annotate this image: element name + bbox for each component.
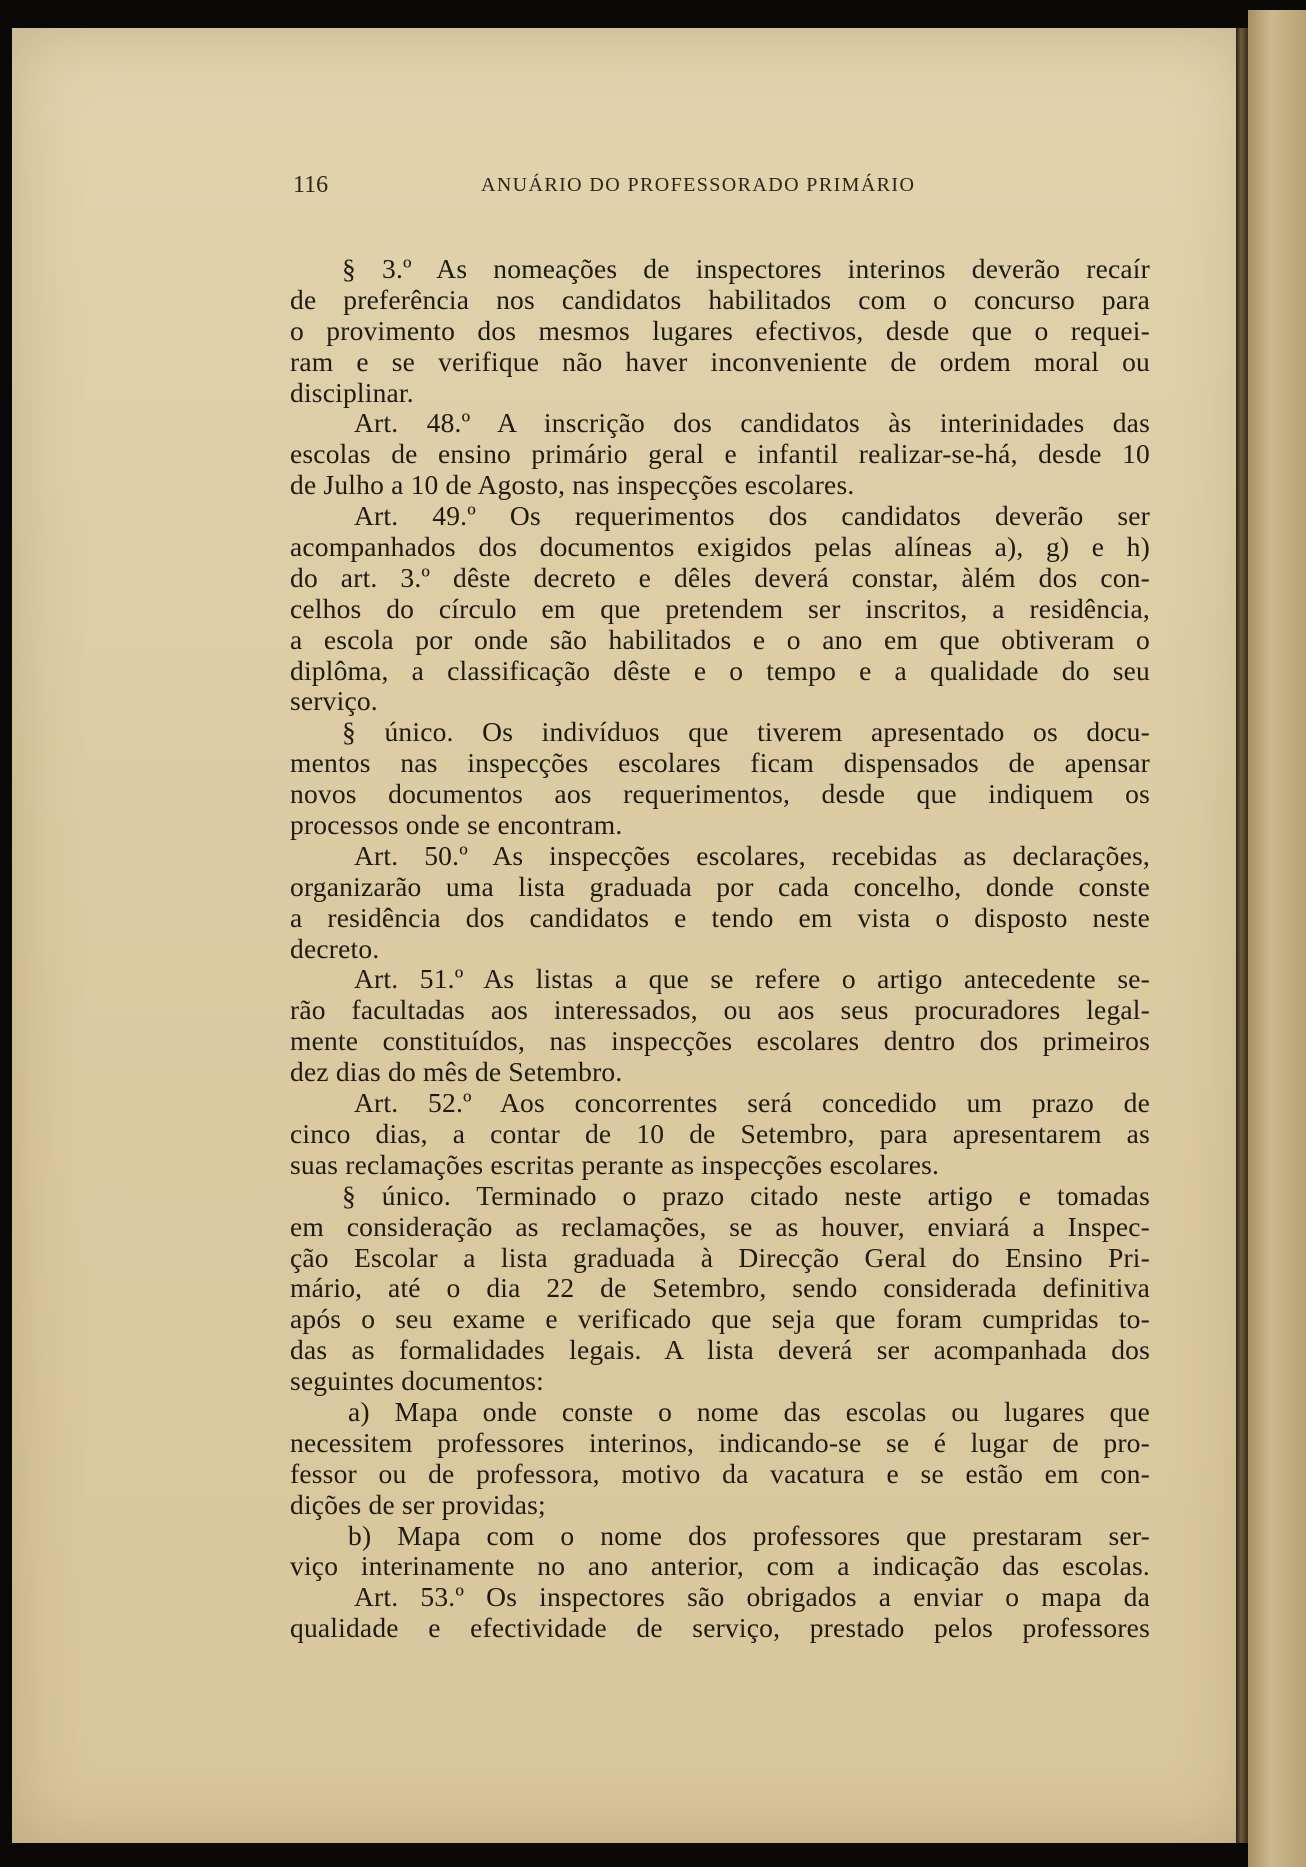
book-spine — [1236, 28, 1248, 1843]
text-line: mentos nas inspecções escolares ficam dispensados de apensar — [290, 747, 1150, 779]
text-line: Art. 50.º As inspecções escolares, recebidas as declarações, — [354, 839, 1150, 871]
text-line: § único. Os indivíduos que tiverem apresentado os docu- — [342, 716, 1150, 748]
text-line: disciplinar. — [290, 376, 414, 408]
text-line: escolas de ensino primário geral e infantil realizar-se-há, desde 10 — [290, 438, 1150, 470]
text-line: do art. 3.º dêste decreto e dêles deverá constar, àlém dos con- — [290, 561, 1150, 593]
text-line: a escola por onde são habilitados e o ano em que obtiveram o — [290, 623, 1150, 655]
text-line: Art. 48.º A inscrição dos candidatos às interinidades das — [354, 407, 1150, 439]
text-line: de preferência nos candidatos habilitados com o concurso para — [290, 283, 1150, 315]
text-line: ram e se verifique não haver inconveniente de ordem moral ou — [290, 345, 1150, 377]
text-line: o provimento dos mesmos lugares efectivos, desde que o requei- — [290, 314, 1150, 346]
text-line: dez dias do mês de Setembro. — [290, 1056, 623, 1088]
text-line: Art. 51.º As listas a que se refere o artigo antecedente se- — [354, 963, 1150, 995]
text-line: necessitem professores interinos, indicando-se se é lugar de pro- — [290, 1426, 1150, 1458]
text-line: celhos do círculo em que pretendem ser inscritos, a residência, — [290, 592, 1150, 624]
text-line: fessor ou de professora, motivo da vacatura e se estão em con- — [290, 1457, 1150, 1489]
text-line: após o seu exame e verificado que seja que foram cumpridas to- — [290, 1303, 1150, 1335]
text-line: diplôma, a classificação dêste e o tempo e a qualidade do seu — [290, 654, 1150, 686]
text-line: mário, até o dia 22 de Setembro, sendo considerada definitiva — [290, 1272, 1150, 1304]
page-number: 116 — [293, 172, 329, 198]
text-line: § 3.º As nomeações de inspectores interinos deverão recaír — [342, 253, 1150, 284]
adjacent-page-edge — [1248, 10, 1306, 1867]
text-line: seguintes documentos: — [290, 1365, 544, 1397]
running-head: ANUÁRIO DO PROFESSORADO PRIMÁRIO — [481, 174, 916, 196]
text-line: Art. 52.º Aos concorrentes será concedido um prazo de — [354, 1087, 1150, 1119]
text-line: das as formalidades legais. A lista deverá ser acompanhada dos — [290, 1334, 1150, 1366]
text-line: § único. Terminado o prazo citado neste artigo e tomadas — [342, 1179, 1150, 1211]
text-line: rão facultadas aos interessados, ou aos seus procuradores legal- — [290, 994, 1150, 1026]
text-line: de Julho a 10 de Agosto, nas inspecções escolares. — [290, 469, 855, 501]
text-line: b) Mapa com o nome dos professores que prestaram ser- — [348, 1519, 1150, 1551]
text-line: acompanhados dos documentos exigidos pelas alíneas a), g) e h) — [290, 531, 1150, 563]
text-line: Art. 49.º Os requerimentos dos candidatos deverão ser — [354, 500, 1150, 532]
text-line: a residência dos candidatos e tendo em vista o disposto neste — [290, 901, 1150, 933]
text-line: viço interinamente no ano anterior, com a indicação das escolas. — [290, 1550, 1150, 1582]
page-header — [293, 172, 953, 200]
text-line: serviço. — [290, 685, 378, 717]
text-line: em consideração as reclamações, se as houver, enviará a Inspec- — [290, 1210, 1150, 1242]
text-line: decreto. — [290, 932, 380, 964]
text-line: ção Escolar a lista graduada à Direcção Geral do Ensino Pri- — [290, 1241, 1150, 1273]
text-line: mente constituídos, nas inspecções escolares dentro dos primeiros — [290, 1025, 1150, 1057]
text-line: processos onde se encontram. — [290, 809, 623, 841]
text-line: novos documentos aos requerimentos, desde que indiquem os — [290, 778, 1150, 810]
text-line: qualidade e efectividade de serviço, prestado pelos professores — [290, 1612, 1150, 1644]
text-line: suas reclamações escritas perante as inspecções escolares. — [290, 1148, 940, 1180]
text-line: Art. 53.º Os inspectores são obrigados a enviar o mapa da — [354, 1581, 1150, 1613]
body-text — [290, 254, 1150, 1644]
text-line: cinco dias, a contar de 10 de Setembro, para apresentarem as — [290, 1117, 1150, 1149]
text-line: a) Mapa onde conste o nome das escolas ou lugares que — [348, 1395, 1150, 1427]
text-line: dições de ser providas; — [290, 1488, 546, 1520]
text-line: organizarão uma lista graduada por cada concelho, donde conste — [290, 870, 1150, 902]
